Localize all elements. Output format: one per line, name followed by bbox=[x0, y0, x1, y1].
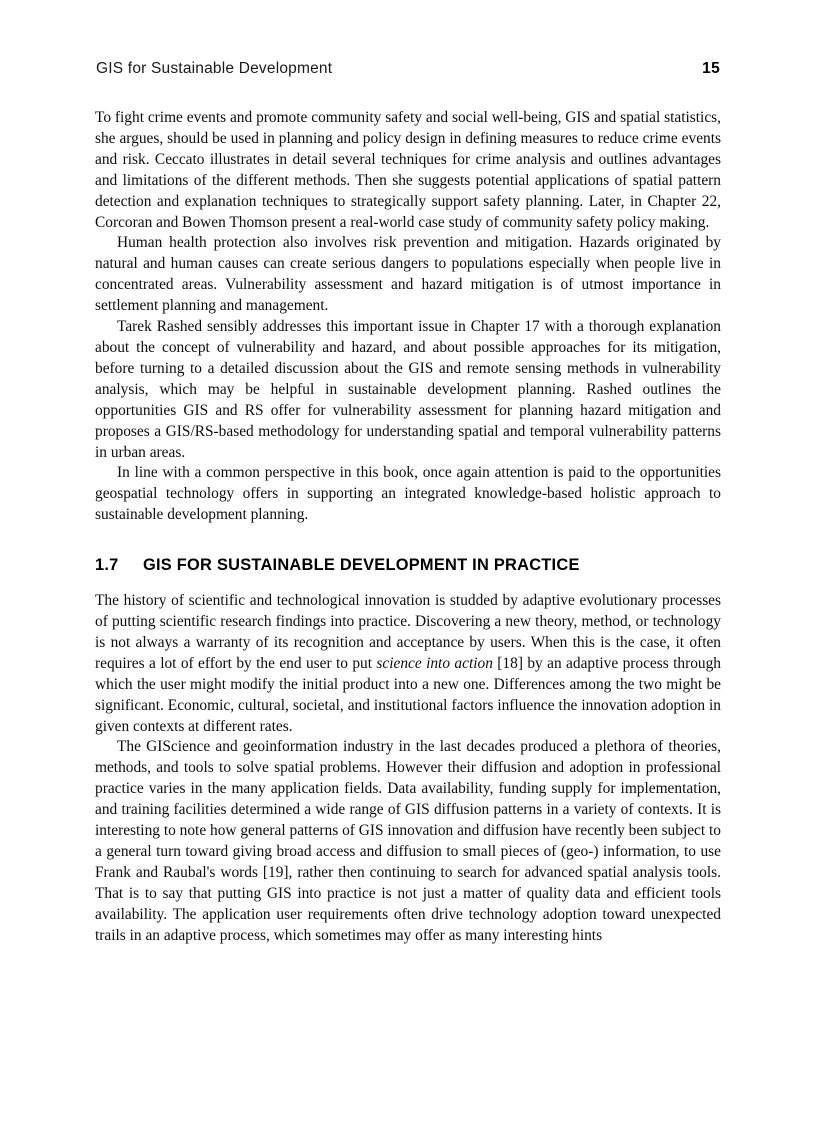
text-column bbox=[95, 108, 721, 947]
running-head bbox=[96, 60, 720, 82]
paragraph-history-part-a: The history of scientific and technological innovation is studded by adaptive evolutionary processes of putting scientific research findings into practice. Discovering a new theory, method, or technology is not always a warranty of its recognition and acceptance by users. When this is the case, it often requires a lot of effort by the end user to put bbox=[95, 592, 721, 672]
paragraph-history-part-b: [18] by an adaptive process through which the user might modify the initial product into a new one. Differences among the two might be significant. Economic, cultural, societal, and institutional factors influence the innovation adoption in given contexts at different rates. bbox=[95, 654, 721, 735]
section-number: 1.7 bbox=[95, 556, 119, 575]
section-title: GIS FOR SUSTAINABLE DEVELOPMENT IN PRACTICE bbox=[143, 556, 580, 575]
paragraph-giscience-industry: The GIScience and geoinformation industry in the last decades produced a plethora of theories, methods, and tools to solve spatial problems. However their diffusion and adoption in professional practice varies in the many application fields. Data availability, funding supply for implementation, and training facilities determined a wide range of GIS diffusion patterns in a variety of contexts. It is interesting to note how general patterns of GIS innovation and diffusion have recently been subject to a general turn toward giving broad access and diffusion to small pieces of (geo-) information, to use Frank and Raubal's words [19], rather then continuing to search for advanced spatial analysis tools. That is to say that putting GIS into practice is not just a matter of quality data and efficient tools availability. The application user requirements often drive technology adoption toward unexpected trails in an adaptive process, which sometimes may offer as many interesting hints bbox=[95, 738, 721, 944]
paragraph-common-perspective: In line with a common perspective in this book, once again attention is paid to the opportunities geospatial technology offers in supporting an integrated knowledge-based holistic approach to sustainable development planning. bbox=[95, 464, 721, 524]
paragraph-history-of-innovation bbox=[95, 591, 721, 737]
paragraph-human-health: Human health protection also involves risk prevention and mitigation. Hazards originated by natural and human causes can create serious dangers to populations especially when people live in concentrated areas. Vulnerability assessment and hazard mitigation is of utmost importance in settlement planning and management. bbox=[95, 234, 721, 315]
page-number: 15 bbox=[702, 60, 720, 77]
section-heading bbox=[95, 526, 721, 591]
paragraph-tarek-rashed: Tarek Rashed sensibly addresses this important issue in Chapter 17 with a thorough explanation about the concept of vulnerability and hazard, and about possible approaches for its mitigation, before turning to a detailed discussion about the GIS and remote sensing methods in vulnerability analysis, which may be helpful in sustainable development planning. Rashed outlines the opportunities GIS and RS offer for vulnerability assessment for planning hazard mitigation and proposes a GIS/RS-based methodology for understanding spatial and temporal vulnerability patterns in urban areas. bbox=[95, 318, 721, 461]
running-head-title: GIS for Sustainable Development bbox=[96, 60, 333, 77]
paragraph-crime-safety: To fight crime events and promote community safety and social well-being, GIS and spatial statistics, she argues, should be used in planning and policy design in defining measures to reduce crime events and risk. Ceccato illustrates in detail several techniques for crime analysis and outlines advantages and limitations of the different methods. Then she suggests potential applications of spatial pattern detection and explanation techniques to strategically support safety planning. Later, in Chapter 22, Corcoran and Bowen Thomson present a real-world case study of community safety policy making. bbox=[95, 109, 721, 231]
phrase-science-into-action: science into action bbox=[376, 654, 493, 672]
